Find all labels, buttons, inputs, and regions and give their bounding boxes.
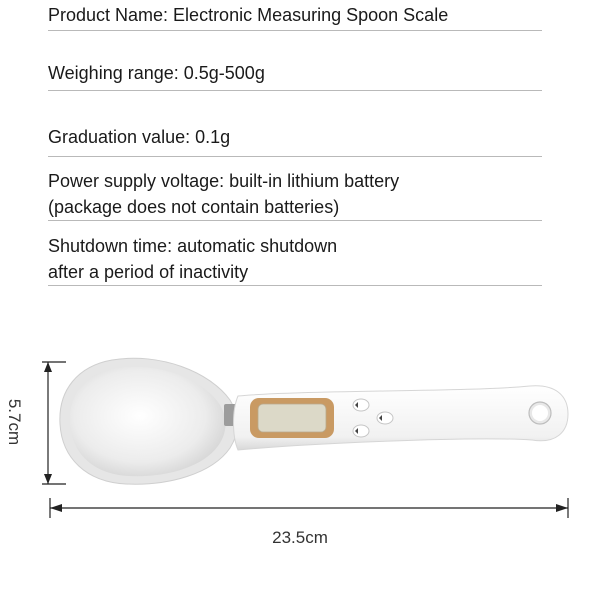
width-dimension-label: 23.5cm — [272, 528, 328, 547]
spec-text-line: Shutdown time: automatic shutdown — [48, 236, 338, 256]
spec-text-line: Graduation value: 0.1g — [48, 127, 231, 147]
spec-text-line: (package does not contain batteries) — [48, 197, 340, 217]
spec-text-line: Power supply voltage: built-in lithium battery — [48, 171, 400, 191]
spec-text-line: after a period of inactivity — [48, 262, 249, 282]
spec-text-line: Product Name: Electronic Measuring Spoon Scale — [48, 5, 449, 25]
width-dimension-line — [50, 498, 568, 518]
height-dimension-label: 5.7cm — [5, 398, 24, 446]
lcd-display — [250, 398, 334, 438]
hanging-hole-inner — [532, 405, 548, 421]
lcd-screen — [258, 404, 326, 432]
spec-text-line: Weighing range: 0.5g-500g — [48, 63, 265, 83]
spoon-bowl — [60, 358, 238, 484]
